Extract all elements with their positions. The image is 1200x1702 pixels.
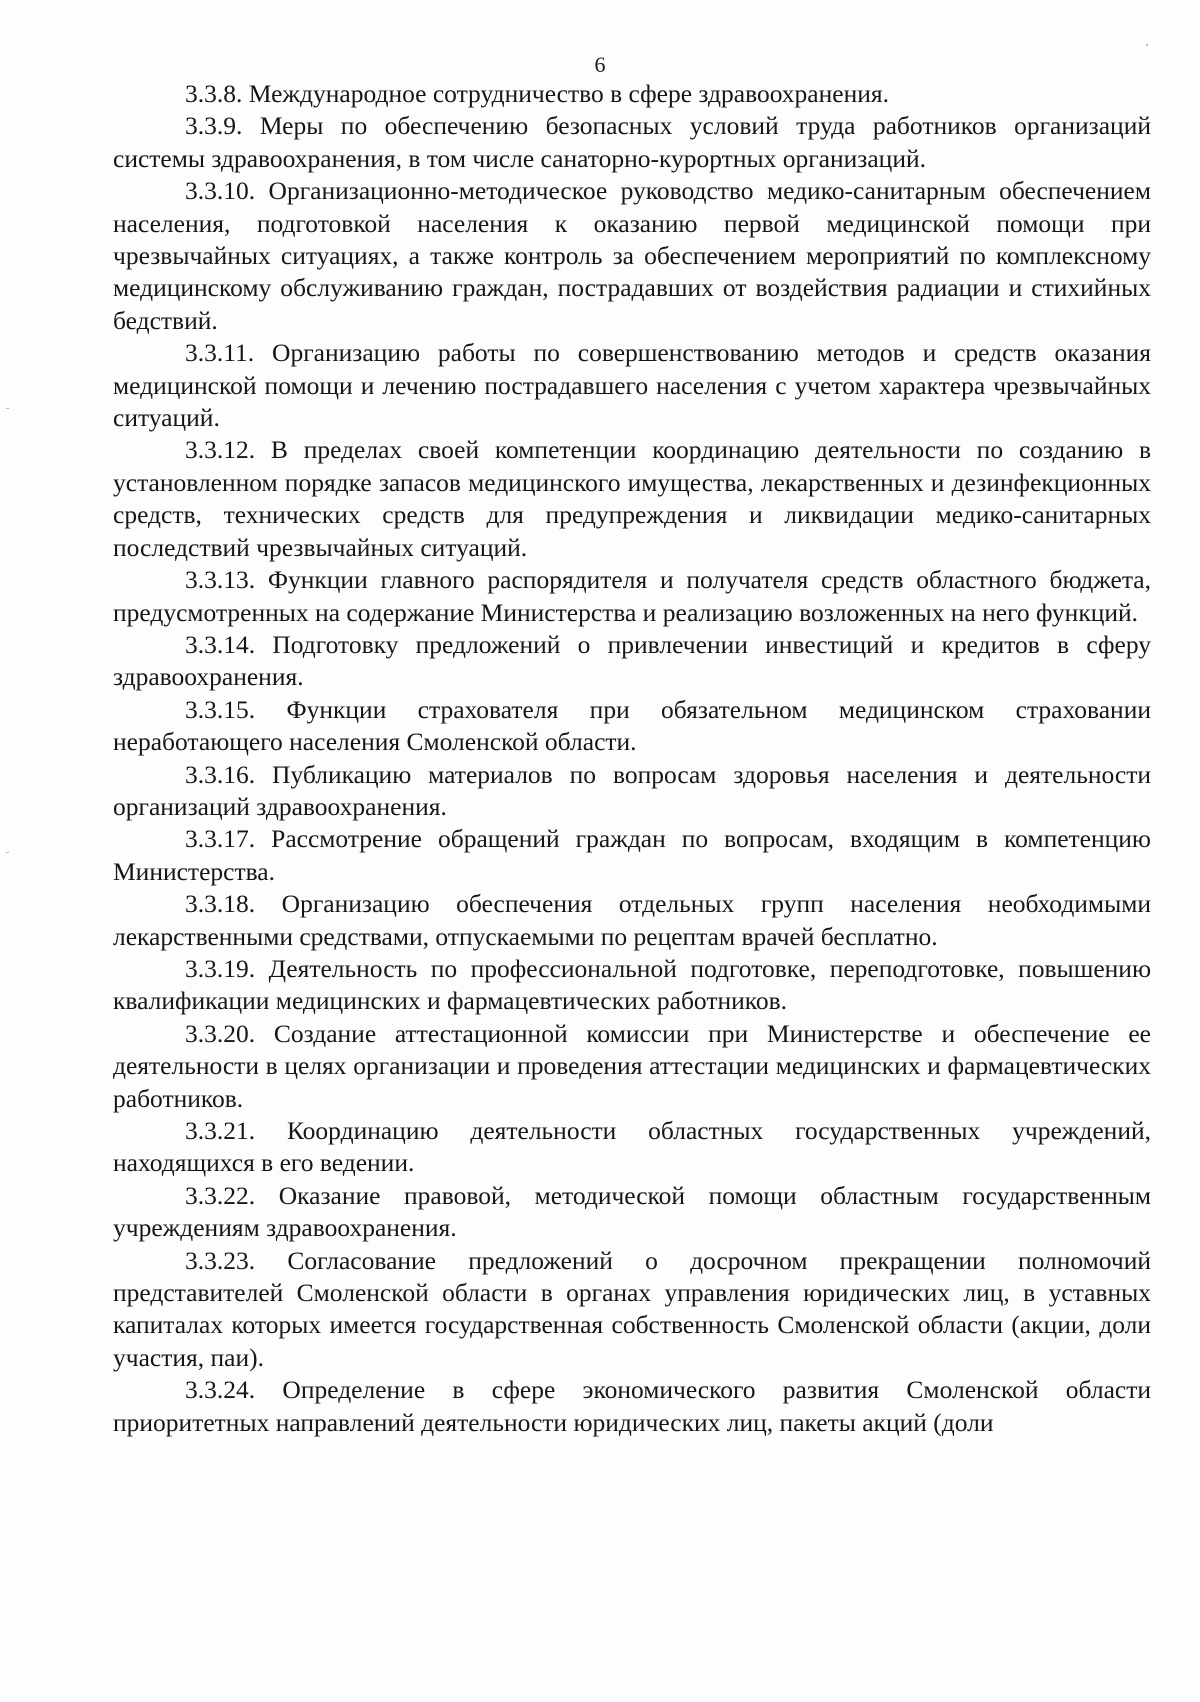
paragraph-3-3-24: 3.3.24. Определение в сфере экономического развития Смоленской области приоритетных направлений деятельности юридических лиц, пакеты акций (доли [113, 1375, 1151, 1437]
document-body [113, 78, 1151, 1439]
paragraph-3-3-9: 3.3.9. Меры по обеспечению безопасных условий труда работников организаций системы здравоохранения, в том числе санаторно-курортных организаций. [113, 111, 1151, 173]
paragraph-3-3-8: 3.3.8. Международное сотрудничество в сфере здравоохранения. [185, 79, 889, 108]
paragraph-3-3-19: 3.3.19. Деятельность по профессиональной подготовке, переподготовке, повышению квалификации медицинских и фармацевтических работников. [113, 953, 1151, 1016]
paragraph-3-3-11: 3.3.11. Организацию работы по совершенствованию методов и средств оказания медицинской помощи и лечению пострадавшего населения с учетом характера чрезвычайных ситуаций. [113, 338, 1151, 433]
paragraph-3-3-12: 3.3.12. В пределах своей компетенции координацию деятельности по созданию в установленном порядке запасов медицинского имущества, лекарственных и дезинфекционных средств, технических средств для предупреждения и ликвидации медико-санитарных последствий чрезвычайных ситуаций. [113, 435, 1151, 562]
paragraph-3-3-23: 3.3.23. Согласование предложений о досрочном прекращении полномочий представителей Смоленской области в органах управления юридических лиц, в уставных капиталах которых имеется государственная собственность Смоленской области (акции, доли участия, паи). [113, 1245, 1151, 1372]
paragraph-3-3-20: 3.3.20. Создание аттестационной комиссии при Министерстве и обеспечение ее деятельности в целях организации и проведения аттестации медицинских и фармацевтических работников. [113, 1018, 1151, 1113]
scan-speck [6, 852, 9, 853]
paragraph-3-3-14: 3.3.14. Подготовку предложений о привлечении инвестиций и кредитов в сферу здравоохранения. [113, 629, 1151, 692]
paragraph-3-3-10: 3.3.10. Организационно-методическое руководство медико-санитарным обеспечением населения, подготовкой населения к оказанию первой медицинской помощи при чрезвычайных ситуациях, а также контроль за обеспечением мероприятий по комплексному медицинскому обслуживанию граждан, пострадавших от воздействия радиации и стихийных бедствий. [113, 176, 1151, 335]
paragraph-3-3-15: 3.3.15. Функции страхователя при обязательном медицинском страховании неработающего населения Смоленской области. [113, 694, 1151, 757]
scan-speck [1146, 44, 1148, 46]
paragraph-3-3-22: 3.3.22. Оказание правовой, методической помощи областным государственным учреждениям здравоохранения. [113, 1180, 1151, 1243]
paragraph-3-3-13: 3.3.13. Функции главного распорядителя и получателя средств областного бюджета, предусмотренных на содержание Министерства и реализацию возложенных на него функций. [113, 565, 1151, 627]
paragraph-3-3-21: 3.3.21. Координацию деятельности областных государственных учреждений, находящихся в его ведении. [113, 1116, 1151, 1178]
scan-speck [6, 408, 9, 409]
page-number: 6 [594, 52, 606, 77]
paragraph-3-3-18: 3.3.18. Организацию обеспечения отдельных групп населения необходимыми лекарственными средствами, отпускаемыми по рецептам врачей бесплатно. [113, 889, 1151, 951]
paragraph-3-3-16: 3.3.16. Публикацию материалов по вопросам здоровья населения и деятельности организаций здравоохранения. [113, 759, 1151, 821]
paragraph-3-3-17: 3.3.17. Рассмотрение обращений граждан по вопросам, входящим в компетенцию Министерства. [113, 824, 1151, 886]
